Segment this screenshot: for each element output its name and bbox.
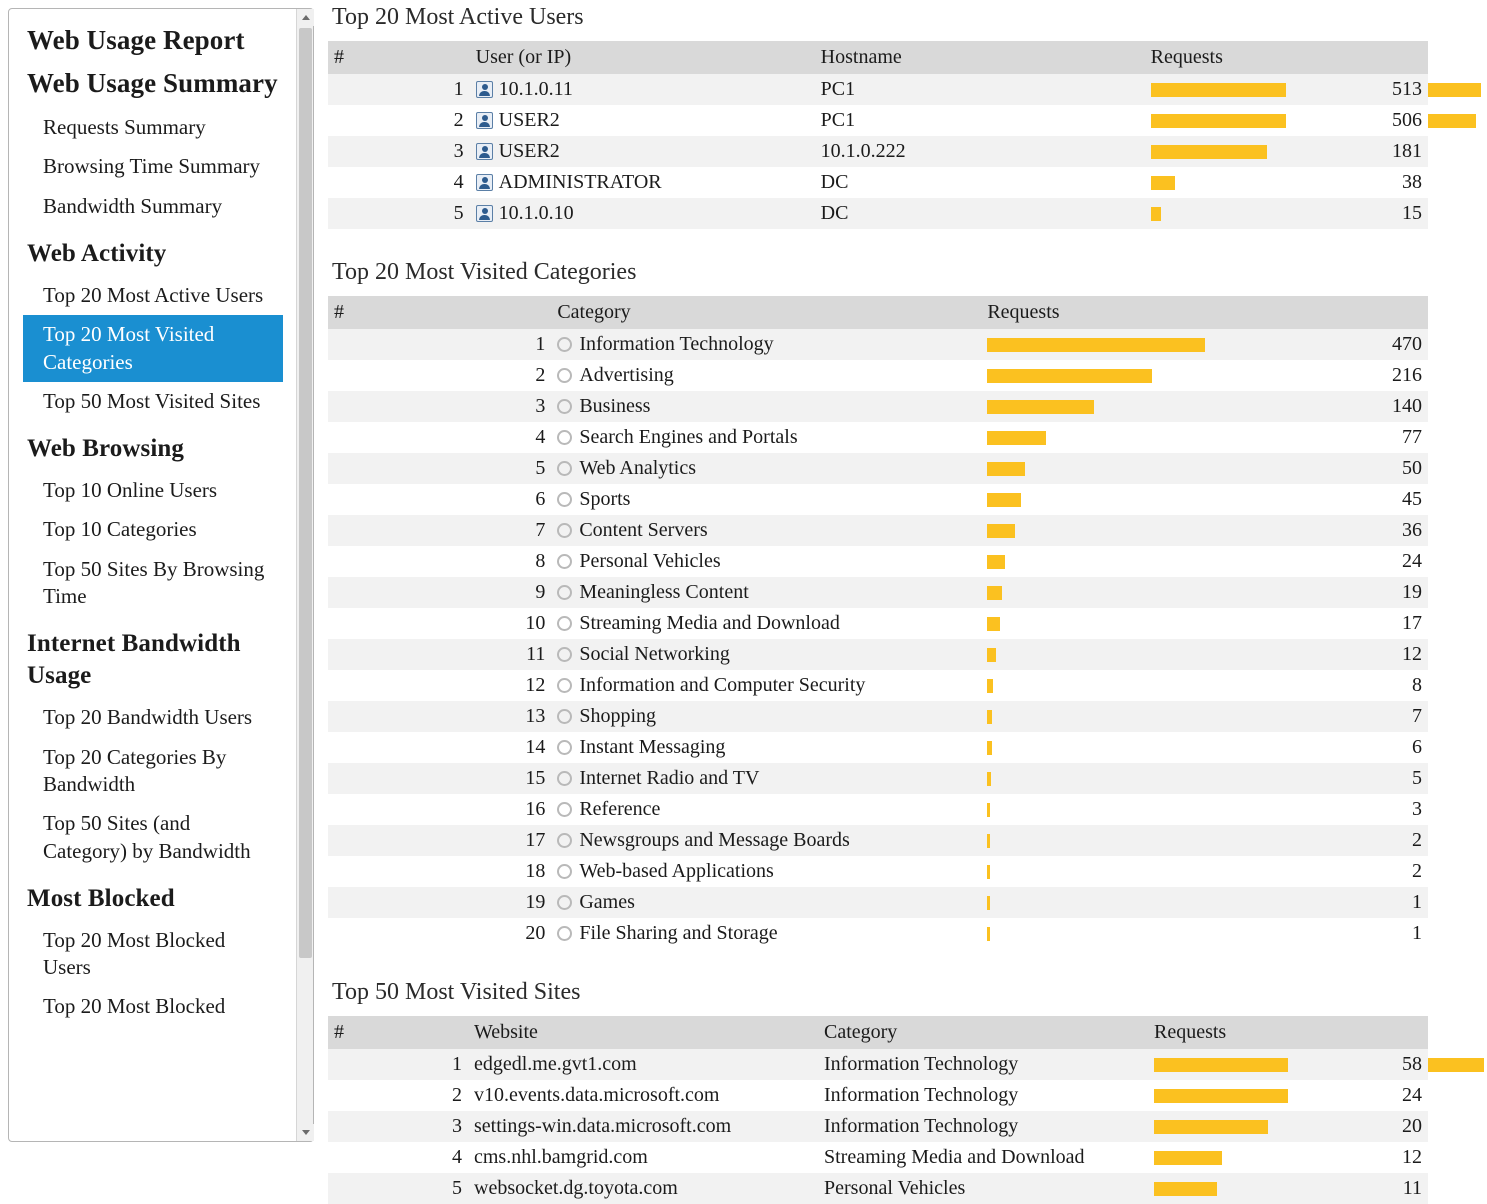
row-category-label: Search Engines and Portals xyxy=(579,426,798,448)
sidebar-heading-web-usage-summary: Web Usage Summary xyxy=(27,67,278,98)
scroll-up-button[interactable] xyxy=(297,9,314,26)
row-category xyxy=(551,608,981,639)
row-bar-cell xyxy=(1145,74,1287,105)
row-category-label: Reference xyxy=(579,798,661,820)
row-hostname: DC xyxy=(815,198,1145,229)
row-requests: 181 xyxy=(1286,136,1428,167)
category-icon xyxy=(557,585,572,600)
request-bar xyxy=(987,772,991,786)
sites-title: Top 50 Most Visited Sites xyxy=(332,979,581,1005)
col-website: Website xyxy=(468,1016,818,1049)
row-hostname: DC xyxy=(815,167,1145,198)
row-hostname: PC1 xyxy=(815,74,1145,105)
request-bar xyxy=(1151,176,1175,190)
row-category xyxy=(551,887,981,918)
row-index: 1 xyxy=(328,74,470,105)
row-requests: 38 xyxy=(1286,167,1428,198)
row-index: 2 xyxy=(328,360,551,391)
row-requests: 36 xyxy=(1205,515,1428,546)
row-category-label: Content Servers xyxy=(579,519,708,541)
row-requests: 50 xyxy=(1205,453,1428,484)
table-row xyxy=(328,794,1428,825)
row-index: 7 xyxy=(328,515,551,546)
row-category-label: Personal Vehicles xyxy=(579,550,721,572)
request-bar xyxy=(987,679,993,693)
row-index: 19 xyxy=(328,887,551,918)
table-row xyxy=(328,546,1428,577)
row-index: 20 xyxy=(328,918,551,949)
user-icon xyxy=(476,205,493,222)
sidebar-heading-most-blocked: Most Blocked xyxy=(27,884,175,912)
row-requests: 1 xyxy=(1205,918,1428,949)
row-index: 14 xyxy=(328,732,551,763)
row-requests: 3 xyxy=(1205,794,1428,825)
table-row xyxy=(328,136,1428,167)
row-requests: 1 xyxy=(1205,887,1428,918)
row-website: websocket.dg.toyota.com xyxy=(468,1173,818,1204)
sidebar-scrollbar[interactable] xyxy=(296,9,313,1141)
row-requests: 20 xyxy=(1288,1111,1428,1142)
category-icon xyxy=(557,461,572,476)
row-index: 4 xyxy=(328,422,551,453)
sidebar-heading-web-browsing: Web Browsing xyxy=(27,435,185,463)
col-user: User (or IP) xyxy=(470,41,815,74)
row-hostname: 10.1.0.222 xyxy=(815,136,1145,167)
row-bar-cell xyxy=(981,360,1204,391)
request-bar xyxy=(1151,145,1267,159)
row-index: 5 xyxy=(328,453,551,484)
request-bar xyxy=(987,803,990,817)
category-icon xyxy=(557,523,572,538)
active-users-table xyxy=(328,41,1428,229)
request-bar xyxy=(987,741,992,755)
sidebar-item-top-50-most-visited-sites[interactable]: Top 50 Most Visited Sites xyxy=(43,388,261,413)
category-icon xyxy=(557,864,572,879)
row-category xyxy=(551,546,981,577)
table-row xyxy=(328,670,1428,701)
row-index: 12 xyxy=(328,670,551,701)
row-category xyxy=(551,577,981,608)
table-row xyxy=(328,1142,1428,1173)
request-bar xyxy=(987,927,990,941)
row-requests: 513 xyxy=(1286,74,1428,105)
table-row xyxy=(328,422,1428,453)
sidebar-item-top-20-most-blocked[interactable]: Top 20 Most Blocked xyxy=(43,994,226,1019)
row-category xyxy=(551,825,981,856)
row-category-label: Meaningless Content xyxy=(579,581,749,603)
row-category-label: Advertising xyxy=(579,364,674,386)
category-icon xyxy=(557,895,572,910)
row-category-label: Internet Radio and TV xyxy=(579,767,760,789)
row-bar-cell xyxy=(981,639,1204,670)
row-index: 11 xyxy=(328,639,551,670)
category-icon xyxy=(557,492,572,507)
row-category: Information Technology xyxy=(818,1080,1148,1111)
col-index: # xyxy=(328,1016,468,1049)
table-row xyxy=(328,887,1428,918)
row-bar-cell xyxy=(1145,198,1287,229)
request-bar xyxy=(987,586,1002,600)
user-icon xyxy=(476,81,493,98)
row-index: 3 xyxy=(328,391,551,422)
row-bar-cell xyxy=(981,515,1204,546)
sidebar-item-top-20-categories-by-bandwidth[interactable]: Top 20 Categories By Bandwidth xyxy=(43,744,227,796)
table-row xyxy=(328,825,1428,856)
row-requests: 77 xyxy=(1205,422,1428,453)
chevron-up-icon xyxy=(302,15,310,20)
request-bar xyxy=(987,400,1094,414)
sidebar-item-top-20-most-visited-categories[interactable]: Top 20 Most Visited Categories xyxy=(23,315,283,382)
user-icon xyxy=(476,143,493,160)
table-row xyxy=(328,391,1428,422)
row-requests: 12 xyxy=(1205,639,1428,670)
col-hostname: Hostname xyxy=(815,41,1145,74)
row-bar-cell xyxy=(1148,1142,1288,1173)
row-bar-cell xyxy=(1148,1111,1288,1142)
sites-table xyxy=(328,1016,1428,1204)
request-bar xyxy=(987,462,1025,476)
table-row xyxy=(328,732,1428,763)
row-bar-cell xyxy=(981,453,1204,484)
request-bar xyxy=(987,710,992,724)
request-bar xyxy=(987,431,1046,445)
table-header-row xyxy=(328,1016,1428,1049)
row-category-label: Streaming Media and Download xyxy=(579,612,840,634)
row-index: 16 xyxy=(328,794,551,825)
col-requests: Requests xyxy=(1145,41,1428,74)
row-website: cms.nhl.bamgrid.com xyxy=(468,1142,818,1173)
request-bar xyxy=(1154,1182,1217,1196)
row-user-label: USER2 xyxy=(498,109,560,131)
row-bar-cell xyxy=(1148,1080,1288,1111)
row-category xyxy=(551,360,981,391)
row-category: Information Technology xyxy=(818,1111,1148,1142)
table-row xyxy=(328,856,1428,887)
category-icon xyxy=(557,554,572,569)
row-bar-cell xyxy=(1145,105,1287,136)
request-bar xyxy=(987,524,1015,538)
sidebar-item-top-50-sites-by-browsing-time[interactable]: Top 50 Sites By Browsing Time xyxy=(43,556,265,609)
row-requests: 12 xyxy=(1288,1142,1428,1173)
sidebar-heading-web-usage-report: Web Usage Report xyxy=(27,25,245,55)
col-requests: Requests xyxy=(1148,1016,1428,1049)
sidebar-item-browsing-time-summary[interactable]: Browsing Time Summary xyxy=(43,154,261,179)
category-icon xyxy=(557,678,572,693)
sidebar-heading-web-activity: Web Activity xyxy=(27,239,167,267)
row-bar-cell xyxy=(981,608,1204,639)
row-requests: 6 xyxy=(1205,732,1428,763)
row-user xyxy=(470,198,815,229)
row-user-label: ADMINISTRATOR xyxy=(498,171,662,193)
row-requests: 506 xyxy=(1286,105,1428,136)
request-bar xyxy=(987,896,990,910)
row-index: 15 xyxy=(328,763,551,794)
table-row xyxy=(328,74,1428,105)
table-header-row xyxy=(328,296,1428,329)
table-row xyxy=(328,763,1428,794)
row-index: 1 xyxy=(328,1049,468,1080)
col-category: Category xyxy=(818,1016,1148,1049)
request-bar xyxy=(987,493,1021,507)
row-requests: 470 xyxy=(1205,329,1428,360)
table-row xyxy=(328,1049,1428,1080)
category-icon xyxy=(557,368,572,383)
row-bar-cell xyxy=(981,887,1204,918)
table-row xyxy=(328,198,1428,229)
row-bar-cell xyxy=(981,329,1204,360)
row-bar-cell xyxy=(981,701,1204,732)
user-icon xyxy=(476,174,493,191)
categories-table xyxy=(328,296,1428,949)
row-bar-cell xyxy=(1145,167,1287,198)
row-category xyxy=(551,763,981,794)
request-bar xyxy=(1154,1120,1268,1134)
table-row xyxy=(328,1173,1428,1204)
row-category xyxy=(551,794,981,825)
table-row xyxy=(328,484,1428,515)
row-website: edgedl.me.gvt1.com xyxy=(468,1049,818,1080)
sidebar-nav xyxy=(9,9,301,1037)
row-user xyxy=(470,136,815,167)
chevron-down-icon xyxy=(302,1130,310,1135)
row-category xyxy=(551,329,981,360)
row-category xyxy=(551,918,981,949)
category-icon xyxy=(557,399,572,414)
table-row xyxy=(328,1111,1428,1142)
row-bar-cell xyxy=(981,670,1204,701)
row-index: 4 xyxy=(328,167,470,198)
table-row xyxy=(328,515,1428,546)
row-bar-cell xyxy=(981,546,1204,577)
category-icon xyxy=(557,616,572,631)
row-website: v10.events.data.microsoft.com xyxy=(468,1080,818,1111)
sidebar-item-requests-summary[interactable]: Requests Summary xyxy=(43,115,206,140)
row-bar-cell xyxy=(981,391,1204,422)
row-bar-cell xyxy=(981,856,1204,887)
request-bar xyxy=(987,617,1000,631)
row-category xyxy=(551,453,981,484)
col-index: # xyxy=(328,296,551,329)
row-index: 13 xyxy=(328,701,551,732)
row-index: 8 xyxy=(328,546,551,577)
sidebar-item-bandwidth-summary[interactable]: Bandwidth Summary xyxy=(43,193,223,218)
row-category xyxy=(551,515,981,546)
row-category: Streaming Media and Download xyxy=(818,1142,1148,1173)
row-category-label: File Sharing and Storage xyxy=(579,922,778,944)
row-website: settings-win.data.microsoft.com xyxy=(468,1111,818,1142)
row-category xyxy=(551,484,981,515)
row-requests: 58 xyxy=(1288,1049,1428,1080)
table-row xyxy=(328,167,1428,198)
col-category: Category xyxy=(551,296,981,329)
row-index: 3 xyxy=(328,1111,468,1142)
row-requests: 19 xyxy=(1205,577,1428,608)
row-bar-cell xyxy=(981,763,1204,794)
category-icon xyxy=(557,926,572,941)
request-bar xyxy=(1154,1089,1291,1103)
row-index: 4 xyxy=(328,1142,468,1173)
row-requests: 216 xyxy=(1205,360,1428,391)
row-index: 2 xyxy=(328,105,470,136)
row-requests: 2 xyxy=(1205,825,1428,856)
table-row xyxy=(328,577,1428,608)
row-bar-cell xyxy=(981,484,1204,515)
row-category: Personal Vehicles xyxy=(818,1173,1148,1204)
row-category xyxy=(551,391,981,422)
row-bar-cell xyxy=(981,825,1204,856)
request-bar xyxy=(987,865,990,879)
sidebar-heading-internet-bandwidth-usage: Internet Bandwidth Usage xyxy=(27,630,241,690)
category-icon xyxy=(557,740,572,755)
row-category xyxy=(551,670,981,701)
row-index: 1 xyxy=(328,329,551,360)
row-index: 2 xyxy=(328,1080,468,1111)
row-category-label: Social Networking xyxy=(579,643,730,665)
scrollbar-thumb[interactable] xyxy=(299,28,312,958)
row-requests: 15 xyxy=(1286,198,1428,229)
category-icon xyxy=(557,833,572,848)
sidebar xyxy=(8,8,314,1142)
row-requests: 7 xyxy=(1205,701,1428,732)
row-requests: 45 xyxy=(1205,484,1428,515)
row-category-label: Web-based Applications xyxy=(579,860,774,882)
row-bar-cell xyxy=(981,732,1204,763)
row-index: 10 xyxy=(328,608,551,639)
row-user-label: 10.1.0.11 xyxy=(498,78,573,100)
col-requests: Requests xyxy=(981,296,1428,329)
report-content xyxy=(318,0,1487,1199)
request-bar xyxy=(987,648,996,662)
row-user-label: 10.1.0.10 xyxy=(498,202,574,224)
request-bar xyxy=(1154,1151,1222,1165)
table-row xyxy=(328,360,1428,391)
row-category-label: Information and Computer Security xyxy=(579,674,866,696)
row-user xyxy=(470,167,815,198)
row-bar-cell xyxy=(981,918,1204,949)
sidebar-item-top-20-most-blocked-users[interactable]: Top 20 Most Blocked Users xyxy=(43,927,226,980)
row-index: 5 xyxy=(328,198,470,229)
categories-title: Top 20 Most Visited Categories xyxy=(332,259,637,285)
row-user xyxy=(470,105,815,136)
request-bar xyxy=(987,555,1005,569)
category-icon xyxy=(557,430,572,445)
row-requests: 2 xyxy=(1205,856,1428,887)
row-category xyxy=(551,732,981,763)
row-requests: 11 xyxy=(1288,1173,1428,1204)
user-icon xyxy=(476,112,493,129)
row-category-label: Web Analytics xyxy=(579,457,697,479)
row-bar-cell xyxy=(981,577,1204,608)
row-category-label: Newsgroups and Message Boards xyxy=(579,829,850,851)
row-requests: 24 xyxy=(1288,1080,1428,1111)
table-row xyxy=(328,105,1428,136)
sidebar-container xyxy=(0,0,318,1150)
sidebar-item-top-50-sites-and-category-by-bandwidth[interactable]: Top 50 Sites (and Category) by Bandwidth xyxy=(43,811,251,863)
category-icon xyxy=(557,802,572,817)
sidebar-item-top-10-online-users[interactable]: Top 10 Online Users xyxy=(43,478,218,503)
row-index: 3 xyxy=(328,136,470,167)
row-index: 5 xyxy=(328,1173,468,1204)
row-category-label: Shopping xyxy=(579,705,657,727)
col-index: # xyxy=(328,41,470,74)
active-users-title: Top 20 Most Active Users xyxy=(332,4,584,30)
category-icon xyxy=(557,771,572,786)
row-bar-cell xyxy=(981,794,1204,825)
row-category xyxy=(551,856,981,887)
sidebar-item-top-20-bandwidth-users[interactable]: Top 20 Bandwidth Users xyxy=(43,705,253,730)
row-index: 17 xyxy=(328,825,551,856)
row-hostname: PC1 xyxy=(815,105,1145,136)
row-requests: 24 xyxy=(1205,546,1428,577)
row-category-label: Instant Messaging xyxy=(579,736,726,758)
table-row xyxy=(328,453,1428,484)
table-row xyxy=(328,639,1428,670)
row-category-label: Sports xyxy=(579,488,631,510)
row-requests: 17 xyxy=(1205,608,1428,639)
table-row xyxy=(328,329,1428,360)
row-requests: 5 xyxy=(1205,763,1428,794)
row-category: Information Technology xyxy=(818,1049,1148,1080)
row-bar-cell xyxy=(981,422,1204,453)
category-icon xyxy=(557,337,572,352)
row-category xyxy=(551,639,981,670)
row-index: 18 xyxy=(328,856,551,887)
table-row xyxy=(328,608,1428,639)
request-bar xyxy=(987,369,1152,383)
row-requests: 140 xyxy=(1205,391,1428,422)
row-bar-cell xyxy=(1148,1173,1288,1204)
table-row xyxy=(328,701,1428,732)
sidebar-item-top-20-most-active-users[interactable]: Top 20 Most Active Users xyxy=(43,282,264,307)
row-index: 9 xyxy=(328,577,551,608)
sidebar-item-top-10-categories[interactable]: Top 10 Categories xyxy=(43,517,197,542)
row-user xyxy=(470,74,815,105)
category-icon xyxy=(557,709,572,724)
request-bar xyxy=(987,834,990,848)
row-category xyxy=(551,701,981,732)
row-index: 6 xyxy=(328,484,551,515)
table-row xyxy=(328,1080,1428,1111)
table-row xyxy=(328,918,1428,949)
request-bar xyxy=(1151,207,1161,221)
category-icon xyxy=(557,647,572,662)
row-user-label: USER2 xyxy=(498,140,560,162)
row-bar-cell xyxy=(1148,1049,1288,1080)
row-category-label: Business xyxy=(579,395,651,417)
row-category xyxy=(551,422,981,453)
row-requests: 8 xyxy=(1205,670,1428,701)
row-bar-cell xyxy=(1145,136,1287,167)
row-category-label: Information Technology xyxy=(579,333,774,355)
table-header-row xyxy=(328,41,1428,74)
scroll-down-button[interactable] xyxy=(297,1124,314,1141)
row-category-label: Games xyxy=(579,891,635,913)
